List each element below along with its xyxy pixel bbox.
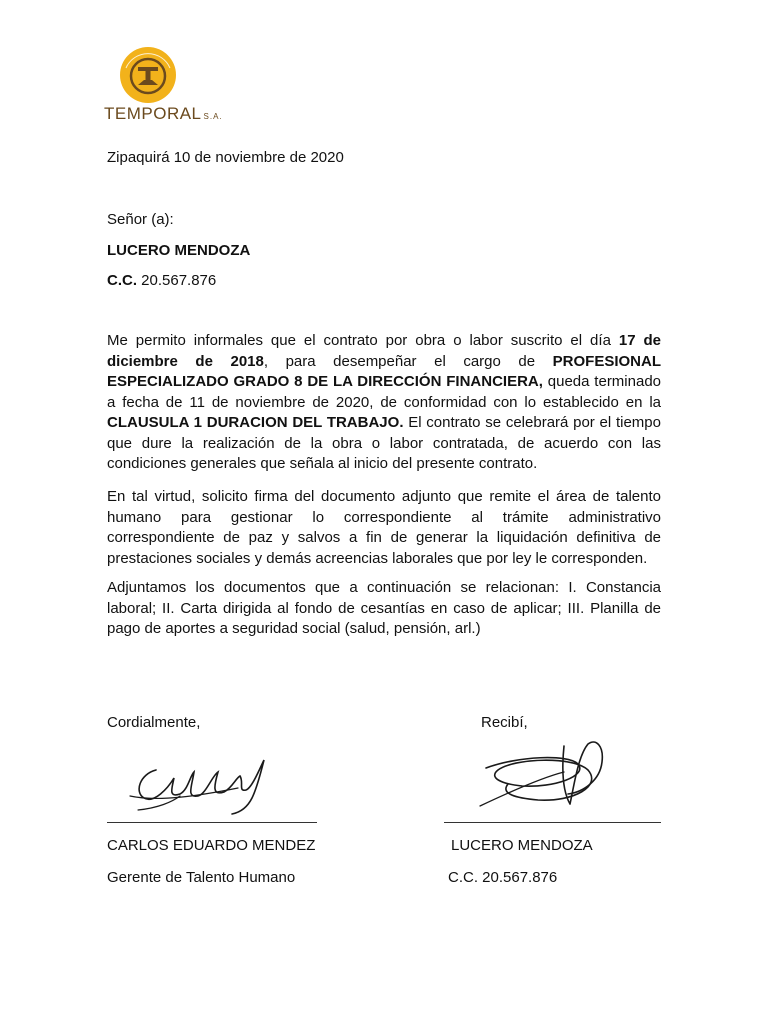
logo-brand-text: TEMPORAL (104, 104, 202, 123)
received-label: Recibí, (481, 714, 528, 731)
signer-title: Gerente de Talento Humano (107, 869, 296, 886)
logo-suffix-text: S.A. (203, 112, 223, 121)
place-date: Zipaquirá 10 de noviembre de 2020 (107, 149, 344, 166)
p1-start-date: 17 de diciembre de 2018 (107, 332, 661, 370)
recipient-id-number: 20.567.876 (137, 272, 217, 289)
body-paragraph-2: En tal virtud, solicito firma del documento adjunto que remite el área de talento humano para gestionar lo correspondiente al trámite administrativo correspondiente de paz y salvos a fin de generar la liquidación definitiva de prestaciones sociales y demás acreencias laborales que por ley le corresponden. (107, 488, 661, 567)
receiver-id: C.C. 20.567.876 (448, 869, 558, 886)
signature-line-left (107, 822, 317, 823)
recipient-id (107, 271, 216, 291)
salutation: Señor (a): (107, 211, 174, 228)
p1-text-1: Me permito informales que el contrato por obra o labor suscrito el día (107, 332, 619, 349)
p1-text-3: queda terminado a fecha de 11 de noviembre de 2020, de conformidad con lo establecido en la (107, 373, 662, 411)
company-logo (104, 46, 223, 124)
p1-text-2: , para desempeñar el cargo de (263, 352, 553, 370)
signer-name: CARLOS EDUARDO MENDEZ (107, 837, 316, 854)
receiver-name: LUCERO MENDOZA (451, 837, 593, 854)
logo-wordmark (104, 104, 223, 124)
p1-text-4: El contrato se celebrará por el tiempo que dure la realización de la obra o labor contratada, de acuerdo con las condiciones generales que señala al inicio del presente contrato. (107, 414, 661, 472)
p1-clause: CLAUSULA 1 DURACION DEL TRABAJO. (107, 414, 404, 431)
closing-greeting: Cordialmente, (107, 714, 201, 731)
body-paragraph-3: Adjuntamos los documentos que a continuación se relacionan: I. Constancia laboral; II. Carta dirigida al fondo de cesantías en caso de aplicar; III. Planilla de pago de aportes a seguridad social (salud, pensión, arl.) (107, 579, 661, 637)
p1-job-title: PROFESIONAL ESPECIALIZADO GRADO 8 DE LA DIRECCIÓN FINANCIERA, (107, 352, 661, 390)
signature-left (128, 752, 278, 824)
body-paragraph-1 (107, 331, 661, 475)
recipient-name: LUCERO MENDOZA (107, 242, 251, 259)
signature-right (478, 736, 618, 820)
signature-line-right (444, 822, 661, 823)
logo-emblem-icon (116, 46, 180, 104)
recipient-id-label: C.C. (107, 272, 137, 289)
